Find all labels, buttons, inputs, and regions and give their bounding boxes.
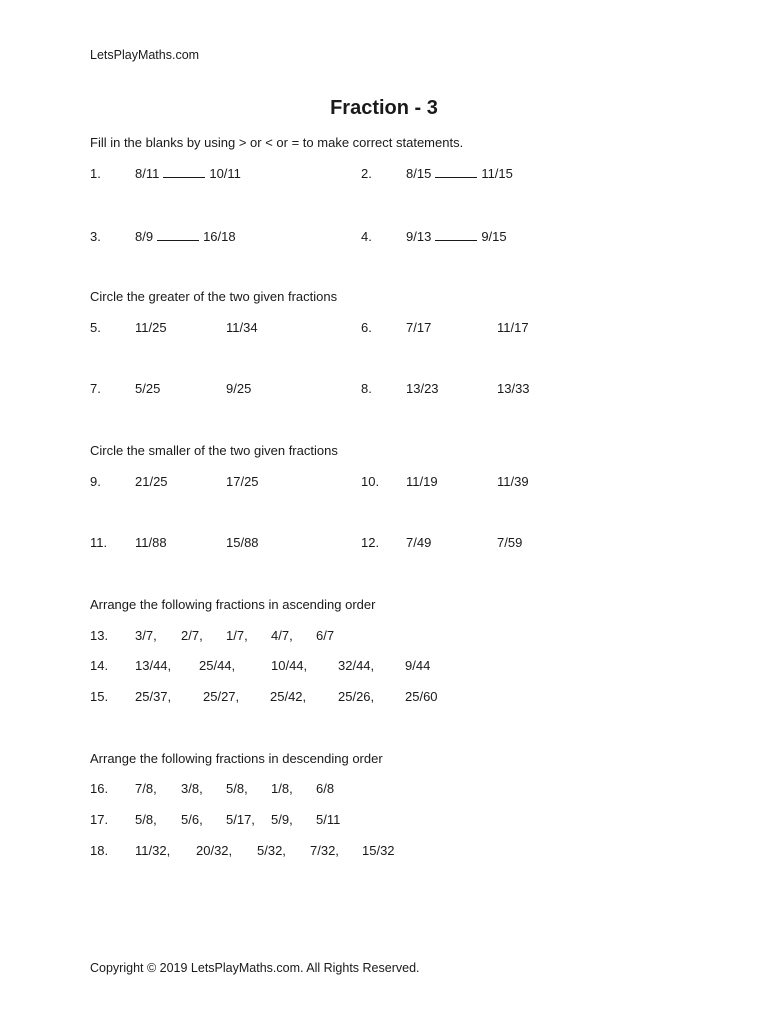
question-number: 17.: [90, 812, 109, 827]
fraction-item: 25/42,: [270, 689, 307, 704]
question-number: 18.: [90, 843, 109, 858]
fraction-item: 32/44,: [338, 658, 375, 673]
answer-blank[interactable]: [435, 167, 477, 178]
fraction-item: 25/26,: [338, 689, 375, 704]
blank-question: [406, 229, 507, 245]
fraction-item: 15/32: [362, 843, 395, 858]
question-number: 10.: [361, 474, 380, 489]
fraction-item: 1/7,: [226, 628, 248, 643]
copyright-footer: Copyright © 2019 LetsPlayMaths.com. All Rights Reserved.: [90, 961, 420, 975]
blank-question: [135, 229, 236, 245]
fraction-item: 10/44,: [271, 658, 308, 673]
fraction-option[interactable]: 5/25: [135, 381, 161, 396]
fraction-item: 5/32,: [257, 843, 286, 858]
question-number: 14.: [90, 658, 109, 673]
fraction-option[interactable]: 7/59: [497, 535, 523, 550]
fraction-option[interactable]: 17/25: [226, 474, 259, 489]
fraction-option[interactable]: 13/23: [406, 381, 439, 396]
fraction-option[interactable]: 21/25: [135, 474, 168, 489]
fraction-item: 5/17,: [226, 812, 255, 827]
fraction-item: 25/60: [405, 689, 438, 704]
fraction-option[interactable]: 11/34: [226, 320, 258, 335]
question-number: 5.: [90, 320, 101, 335]
fraction-item: 5/6,: [181, 812, 203, 827]
fraction-item: 25/44,: [199, 658, 236, 673]
question-number: 15.: [90, 689, 109, 704]
site-name: LetsPlayMaths.com: [90, 48, 200, 62]
fraction-option[interactable]: 11/39: [497, 474, 529, 489]
page-title: Fraction - 3: [330, 97, 438, 119]
question-number: 7.: [90, 381, 101, 396]
fraction: 8/9: [135, 229, 154, 244]
question-number: 1.: [90, 166, 101, 181]
blank-question: [135, 166, 241, 182]
fraction-item: 25/37,: [135, 689, 172, 704]
question-number: 13.: [90, 628, 109, 643]
fraction: 16/18: [203, 229, 236, 244]
fraction-item: 7/32,: [310, 843, 339, 858]
answer-blank[interactable]: [157, 230, 199, 241]
question-number: 12.: [361, 535, 380, 550]
fraction-item: 9/44: [405, 658, 431, 673]
question-number: 3.: [90, 229, 101, 244]
instruction-fill-blanks: Fill in the blanks by using > or < or = to make correct statements.: [90, 135, 464, 150]
instruction-descending: Arrange the following fractions in descending order: [90, 751, 383, 766]
fraction-item: 13/44,: [135, 658, 172, 673]
fraction: 9/15: [481, 229, 507, 244]
fraction-item: 6/7: [316, 628, 335, 643]
fraction-item: 5/8,: [226, 781, 248, 796]
question-number: 6.: [361, 320, 372, 335]
fraction: 8/11: [135, 166, 160, 181]
instruction-circle-smaller: Circle the smaller of the two given fractions: [90, 443, 338, 458]
fraction-option[interactable]: 11/25: [135, 320, 167, 335]
answer-blank[interactable]: [435, 230, 477, 241]
fraction-item: 20/32,: [196, 843, 233, 858]
fraction-item: 3/8,: [181, 781, 203, 796]
fraction-option[interactable]: 15/88: [226, 535, 259, 550]
fraction-option[interactable]: 9/25: [226, 381, 252, 396]
blank-question: [406, 166, 513, 182]
fraction-item: 5/11: [316, 812, 341, 827]
fraction-option[interactable]: 13/33: [497, 381, 530, 396]
question-number: 2.: [361, 166, 372, 181]
fraction: 9/13: [406, 229, 432, 244]
fraction-item: 2/7,: [181, 628, 203, 643]
fraction-option[interactable]: 7/17: [406, 320, 432, 335]
question-number: 9.: [90, 474, 101, 489]
instruction-circle-greater: Circle the greater of the two given fractions: [90, 289, 338, 304]
question-number: 11.: [90, 535, 108, 550]
question-number: 8.: [361, 381, 372, 396]
fraction-item: 3/7,: [135, 628, 157, 643]
fraction: 8/15: [406, 166, 432, 181]
fraction-item: 7/8,: [135, 781, 157, 796]
fraction-option[interactable]: 11/19: [406, 474, 438, 489]
fraction: 10/11: [209, 166, 241, 181]
question-number: 4.: [361, 229, 372, 244]
answer-blank[interactable]: [163, 167, 205, 178]
fraction-option[interactable]: 11/17: [497, 320, 529, 335]
fraction-item: 6/8: [316, 781, 335, 796]
fraction-item: 25/27,: [203, 689, 240, 704]
fraction-item: 5/9,: [271, 812, 293, 827]
fraction-item: 5/8,: [135, 812, 157, 827]
fraction-option[interactable]: 7/49: [406, 535, 432, 550]
fraction-option[interactable]: 11/88: [135, 535, 167, 550]
fraction: 11/15: [481, 166, 513, 181]
fraction-item: 1/8,: [271, 781, 293, 796]
question-number: 16.: [90, 781, 109, 796]
fraction-item: 11/32,: [135, 843, 171, 858]
fraction-item: 4/7,: [271, 628, 293, 643]
instruction-ascending: Arrange the following fractions in ascending order: [90, 597, 376, 612]
